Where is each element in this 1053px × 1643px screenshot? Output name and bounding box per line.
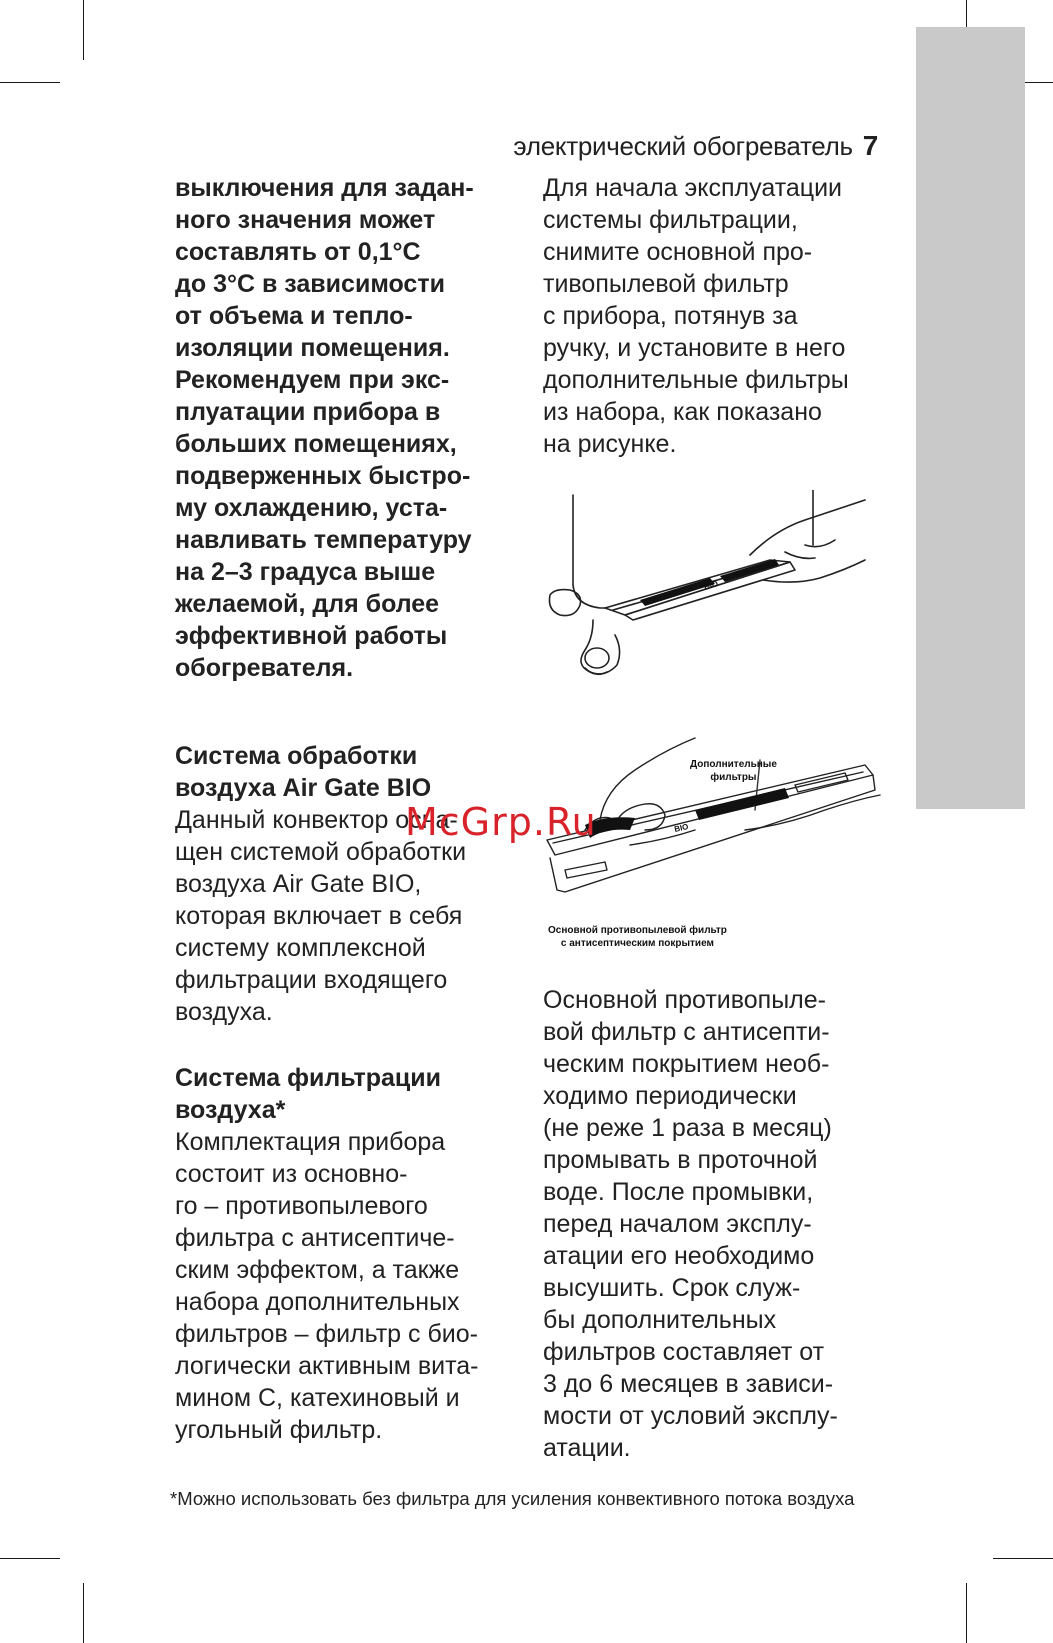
figure-filter-removal	[545, 490, 880, 700]
text-line: выключения для задан-	[175, 174, 474, 202]
text-line: воздуха Air Gate BIO,	[175, 870, 422, 898]
text-line: снимите основной про-	[543, 238, 813, 266]
text-line: систему комплексной	[175, 934, 426, 962]
running-head	[513, 130, 878, 162]
brand-mark: BIO	[702, 579, 720, 592]
brand-mark: BIO	[673, 821, 690, 834]
footnote: *Можно использовать без фильтра для усиления конвективного потока воздуха	[170, 1488, 855, 1509]
text-line: воздуха.	[175, 998, 273, 1026]
crop-mark	[993, 1558, 1053, 1559]
label-line: фильтры	[710, 772, 757, 783]
text-line: атации его необходимо	[543, 1242, 815, 1270]
text-line: от объема и тепло-	[175, 302, 413, 330]
side-tab	[916, 27, 1025, 809]
text-line: фильтрации входящего	[175, 966, 448, 994]
filter-strip	[720, 559, 779, 582]
page-number: 7	[862, 130, 878, 161]
text-line: бы дополнительных	[543, 1306, 777, 1334]
text-line: перед началом эксплу-	[543, 1210, 812, 1238]
text-line: эффективной работы	[175, 622, 448, 650]
text-line: ческим покрытием необ-	[543, 1050, 830, 1078]
header-title: электрический обогреватель	[513, 131, 853, 161]
intro-bold-paragraph	[175, 172, 520, 684]
text-line: мости от условий эксплу-	[543, 1402, 838, 1430]
text-line: желаемой, для более	[175, 590, 440, 618]
text-line: угольный фильтр.	[175, 1416, 383, 1444]
text-line: ходимо периодически	[543, 1082, 797, 1110]
text-line: набора дополнительных	[175, 1288, 460, 1316]
text-line: фильтров составляет от	[543, 1338, 825, 1366]
label-additional-filters	[690, 758, 777, 784]
text-line: (не реже 1 раза в месяц)	[543, 1114, 832, 1142]
section-air-gate-bio	[175, 740, 520, 1028]
text-line: навливать температуру	[175, 526, 472, 554]
text-line: промывать в проточной	[543, 1146, 818, 1174]
text-line: на 2–3 градуса выше	[175, 558, 436, 586]
text-line: ручку, и установите в него	[543, 334, 846, 362]
text-line: 3 до 6 месяцев в зависи-	[543, 1370, 834, 1398]
heater-foot	[549, 590, 580, 616]
label-line: с антисептическим покрытием	[560, 938, 714, 949]
text-line: Для начала эксплуатации	[543, 174, 843, 202]
text-line: Данный конвектор осна-	[175, 806, 458, 834]
text-line: тивопылевой фильтр	[543, 270, 789, 298]
heater-body-outline	[573, 495, 605, 608]
text-line: с прибора, потянув за	[543, 302, 798, 330]
text-line: на рисунке.	[543, 430, 677, 458]
text-line: го – противопылевого	[175, 1192, 428, 1220]
text-line: из набора, как показано	[543, 398, 822, 426]
text-line: логически активным вита-	[175, 1352, 479, 1380]
text-line: Рекомендуем при экс-	[175, 366, 450, 394]
label-main-filter	[548, 924, 727, 950]
filter-strip	[695, 788, 789, 820]
section-air-filtration	[175, 1062, 520, 1446]
text-line: плуатации прибора в	[175, 398, 441, 426]
text-line: атации.	[543, 1434, 631, 1462]
section-heading: воздуха Air Gate BIO	[175, 774, 432, 802]
text-line: фильтров – фильтр с био-	[175, 1320, 478, 1348]
text-line: Основной противопыле-	[543, 986, 826, 1014]
text-line: Комплектация прибора	[175, 1128, 446, 1156]
text-line: щен системой обработки	[175, 838, 467, 866]
text-line: высушить. Срок служ-	[543, 1274, 801, 1302]
text-line: фильтра с антисептиче-	[175, 1224, 455, 1252]
text-line: изоляции помещения.	[175, 334, 450, 362]
section-heading: Система фильтрации	[175, 1064, 441, 1092]
text-line: которая включает в себя	[175, 902, 463, 930]
text-line: системы фильтрации,	[543, 206, 798, 234]
crop-mark	[0, 1558, 60, 1559]
instruction-paragraph	[543, 172, 888, 460]
text-line: дополнительные фильтры	[543, 366, 849, 394]
crop-mark	[83, 1583, 84, 1643]
text-line: составлять от 0,1°С	[175, 238, 421, 266]
label-line: Основной противопылевой фильтр	[548, 925, 727, 936]
section-heading: воздуха*	[175, 1096, 286, 1124]
text-line: состоит из основно-	[175, 1160, 408, 1188]
text-line: до 3°С в зависимости	[175, 270, 445, 298]
crop-mark	[966, 1583, 967, 1643]
watermark: McGrp.Ru	[405, 800, 597, 844]
text-line: обогревателя.	[175, 654, 354, 682]
text-line: ного значения может	[175, 206, 436, 234]
text-line: больших помещениях,	[175, 430, 457, 458]
text-line: му охлаждению, уста-	[175, 494, 448, 522]
crop-mark	[83, 0, 84, 60]
text-line: мином С, катехиновый и	[175, 1384, 460, 1412]
maintenance-paragraph	[543, 984, 888, 1464]
crop-mark	[0, 82, 60, 83]
text-line: подверженных быстро-	[175, 462, 471, 490]
section-heading: Система обработки	[175, 742, 418, 770]
text-line: ским эффектом, а также	[175, 1256, 460, 1284]
label-line: Дополнительные	[690, 759, 777, 770]
text-line: воде. После промывки,	[543, 1178, 814, 1206]
text-line: вой фильтр с антисепти-	[543, 1018, 830, 1046]
